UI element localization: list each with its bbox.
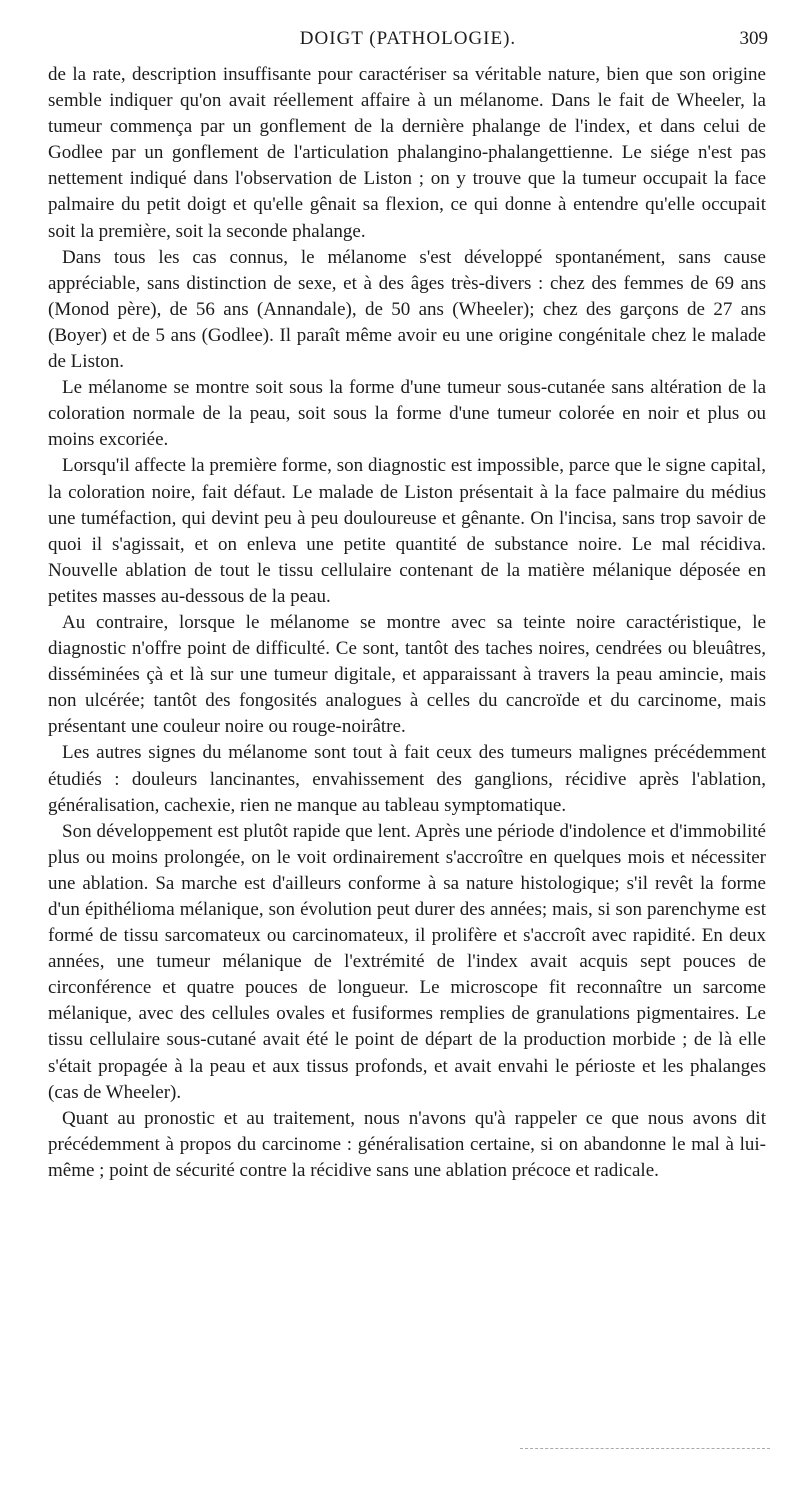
paragraph-6: Les autres signes du mélanome sont tout à fait ceux des tumeurs malignes précédemment étudiés : douleurs lancinantes, envahissement des ganglions, récidive après l'ablation, généralisation, cachexie, rien ne manque au tableau symptomatique. <box>48 742 766 816</box>
paragraph-7: Son développement est plutôt rapide que lent. Après une période d'indolence et d'immobilité plus ou moins prolongée, on le voit ordinairement s'accroître en quelques mois et nécessiter une ablation. Sa marche est d'ailleurs conforme à sa nature histologique; s'il revêt la forme d'un épithélioma mélanique, son évolution peut durer des années; mais, si son parenchyme est formé de tissu sarcomateux ou carcinomateux, il prolifère et s'accroît avec rapidité. En deux années, une tumeur mélanique de l'extrémité de l'index avait acquis sept pouces de circonférence et quatre pouces de longueur. Le microscope fit reconnaître un sarcome mélanique, avec des cellules ovales et fusiformes remplies de granulations pigmentaires. Le tissu cellulaire sous-cutané avait été le point de départ de la production morbide ; de là elle s'était propagée à la peau et aux tissus profonds, et avait envahi le périoste et les phalanges (cas de Wheeler). <box>48 820 766 1103</box>
paragraph-4: Lorsqu'il affecte la première forme, son diagnostic est impossible, parce que le signe capital, la coloration noire, fait défaut. Le malade de Liston présentait à la face palmaire du médius une tuméfaction, qui devint peu à peu douloureuse et gênante. On l'incisa, sans trop savoir de quoi il s'agissait, et on enleva une petite quantité de substance noire. Le mal récidiva. Nouvelle ablation de tout le tissu cellulaire contenant de la matière mélanique déposée en petites masses au-dessous de la peau. <box>48 455 766 607</box>
running-head: DOIGT (PATHOLOGIE). <box>299 28 517 49</box>
scan-artifact-line <box>520 1448 770 1450</box>
page-number: 309 <box>739 28 768 49</box>
paragraph-2: Dans tous les cas connus, le mélanome s'est développé spontanément, sans cause appréciable, sans distinction de sexe, et à des âges très-divers : chez des femmes de 69 ans (Monod père), de 56 ans (Annandale), de 50 ans (Wheeler); chez des garçons de 27 ans (Boyer) et de 5 ans (Godlee). Il paraît même avoir eu une origine congénitale chez le malade de Liston. <box>48 246 766 373</box>
paragraph-8: Quant au pronostic et au traitement, nous n'avons qu'à rappeler ce que nous avons dit précédemment à propos du carcinome : généralisation certaine, si on abandonne le mal à lui-même ; point de sécurité contre la récidive sans une ablation précoce et radicale. <box>48 1107 766 1181</box>
page-header <box>48 28 768 58</box>
paragraph-1: de la rate, description insuffisante pour caractériser sa véritable nature, bien que son origine semble indiquer qu'on avait réellement affaire à un mélanome. Dans le fait de Wheeler, la tumeur commença par un gonflement de la dernière phalange de l'index, et dans celui de Godlee par un gonflement de l'articulation phalangino-phalangettienne. Le siége n'est pas nettement indiqué dans l'observation de Liston ; on y trouve que la tumeur occupait la face palmaire du petit doigt et qu'elle gênait sa flexion, ce qui donne à entendre qu'elle occupait soit la première, soit la seconde phalange. <box>48 64 766 242</box>
body-text <box>48 62 766 1184</box>
paragraph-5: Au contraire, lorsque le mélanome se montre avec sa teinte noire caractéristique, le diagnostic n'offre point de difficulté. Ce sont, tantôt des taches noires, cendrées ou bleuâtres, disséminées çà et là sur une tumeur digitale, et apparaissant à travers la peau amincie, mais non ulcérée; tantôt des fongosités analogues à celles du cancroïde et du carcinome, mais présentant une couleur noire ou rouge-noirâtre. <box>48 611 766 738</box>
paragraph-3: Le mélanome se montre soit sous la forme d'une tumeur sous-cutanée sans altération de la coloration normale de la peau, soit sous la forme d'une tumeur colorée en noir et plus ou moins excoriée. <box>48 377 766 451</box>
